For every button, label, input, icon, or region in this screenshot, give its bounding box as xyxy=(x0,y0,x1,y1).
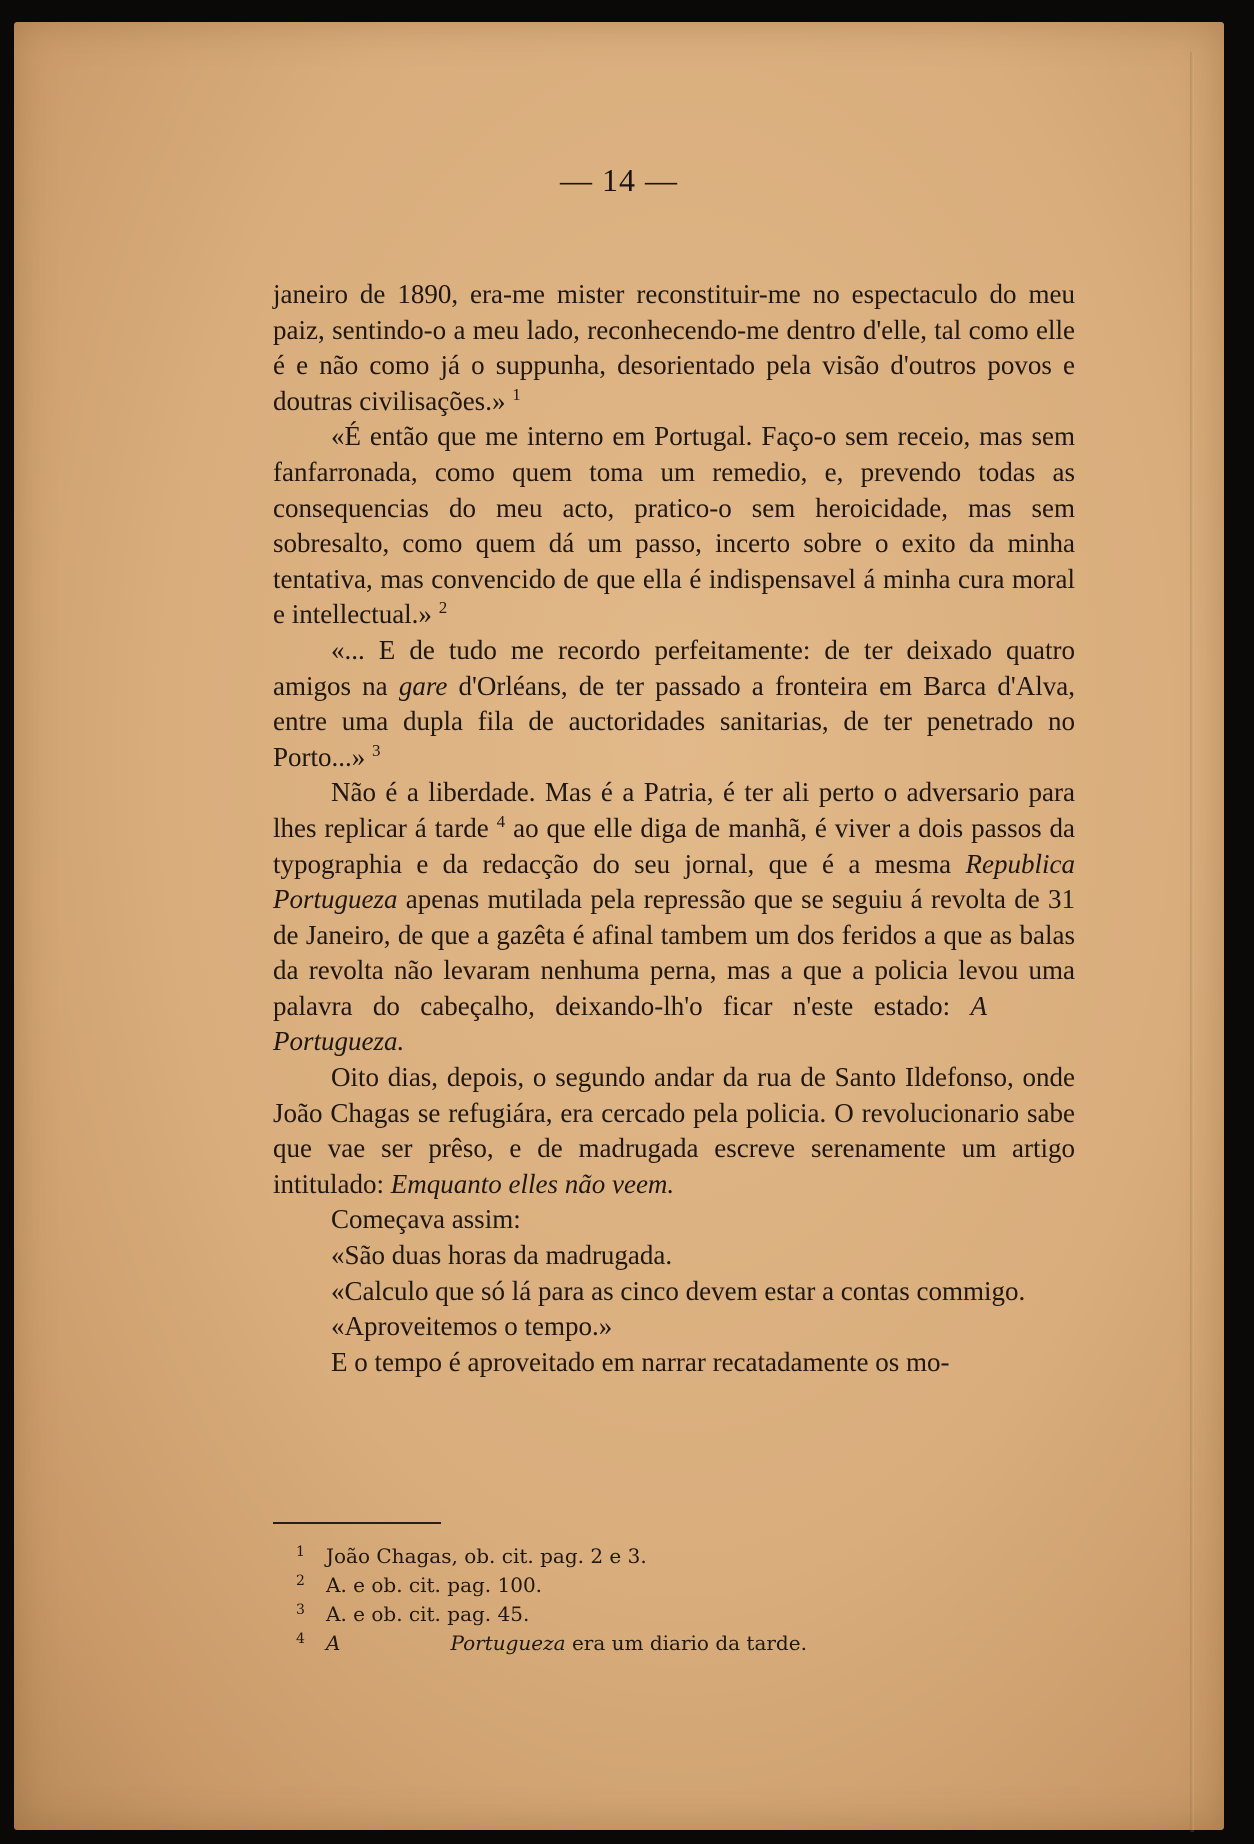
footnote-mark: 3 xyxy=(296,1602,305,1618)
footnote-text: João Chagas, ob. cit. pag. 2 e 3. xyxy=(326,1544,647,1568)
paragraph-8: «Calculo que só lá para as cinco devem estar a contas commigo. xyxy=(331,1275,1026,1306)
paragraph-4: Não é a liberdade. Mas é a Patria, é ter ali perto o adversario para lhes replicar á tarde $^4$ ao que elle diga de manhã, é viver a dois passos da typographia e da redacção do seu jornal, que é a mesma Republica Portugueza apenas mutilada pela repressão que se seguiu á revolta de 31 de Janeiro, de que a gazêta é afinal tambem um dos feridos a que as balas da revolta não levaram nenhuma perna, mas a que a policia levou uma palavra do cabeçalho, deixando-lh'o ficar n'este estado: APortugueza. xyxy=(273,777,1076,1057)
page-fold xyxy=(1190,52,1194,1832)
footnotes xyxy=(296,1542,1026,1658)
footnote-divider xyxy=(273,1522,441,1524)
journal-title: Republica Portugueza xyxy=(273,848,1075,915)
footnote-text: A. e ob. cit. pag. 100. xyxy=(326,1573,543,1597)
paragraph-2: «É então que me interno em Portugal. Faço-o sem receio, mas sem fanfarronada, como quem toma um remedio, e, prevendo todas as consequencias do meu acto, pratico-o sem heroicidade, mas sem sobresalto, como quem dá um passo, incerto sobre o exito da minha tentativa, mas convencido de que ella é indispensavel á minha cura moral e intellectual.» $^2$ xyxy=(273,421,1075,630)
paragraph-3: «... E de tudo me recordo perfeitamente: de ter deixado quatro amigos na gare d'Orléans, de ter passado a fronteira em Barca d'Alva, entre uma dupla fila de auctoridades sanitarias, de ter penetrado no Porto...» $^3$ xyxy=(273,634,1076,772)
paragraph-7: «São duas horas da madrugada. xyxy=(331,1240,673,1271)
footnote-ref-4: 4 xyxy=(496,811,506,831)
footnote-title-b: Portugueza xyxy=(450,1631,566,1655)
book-page xyxy=(14,22,1224,1830)
mutilated-title-b: Portugueza. xyxy=(273,1026,405,1057)
footnote-text: A. e ob. cit. pag. 45. xyxy=(326,1602,530,1626)
page-number: — 14 — xyxy=(560,162,678,198)
page-body xyxy=(273,277,1075,1380)
paragraph-1: janeiro de 1890, era-me mister reconstituir-me no espectaculo do meu paiz, sentindo-o a meu lado, reconhecendo-me dentro d'elle, tal como elle é e não como já o suppunha, desorientado pela visão d'outros povos e doutras civilisações.» $^1$ xyxy=(273,279,1075,416)
footnote-ref-3: 3 xyxy=(372,740,381,760)
footnote-4 xyxy=(296,1629,1026,1658)
footnote-ref-1: 1 xyxy=(512,384,521,404)
footnote-mark: 1 xyxy=(296,1544,305,1560)
paragraph-6: Começava assim: xyxy=(331,1204,521,1235)
footnote-mark: 4 xyxy=(296,1631,305,1647)
mutilated-title-a: A xyxy=(970,990,988,1021)
footnote-ref-2: 2 xyxy=(438,598,448,618)
footnote-mark: 2 xyxy=(296,1573,305,1589)
paragraph-10: E o tempo é aproveitado em narrar recatadamente os mo- xyxy=(331,1346,950,1377)
footnote-text: era um diario da tarde. xyxy=(571,1631,807,1655)
footnote-1 xyxy=(296,1542,1026,1571)
footnote-3 xyxy=(296,1600,1026,1629)
article-title: Emquanto elles não veem. xyxy=(390,1168,675,1199)
paragraph-9: «Aproveitemos o tempo.» xyxy=(331,1311,613,1342)
footnote-2 xyxy=(296,1571,1026,1600)
footnote-title-a: A xyxy=(326,1631,341,1655)
gare-word: gare xyxy=(398,670,448,701)
paragraph-5: Oito dias, depois, o segundo andar da rua de Santo Ildefonso, onde João Chagas se refugiára, era cercado pela policia. O revolucionario sabe que vae ser prêso, e de madrugada escreve serenamente um artigo intitulado: Emquanto elles não veem. xyxy=(273,1062,1075,1199)
